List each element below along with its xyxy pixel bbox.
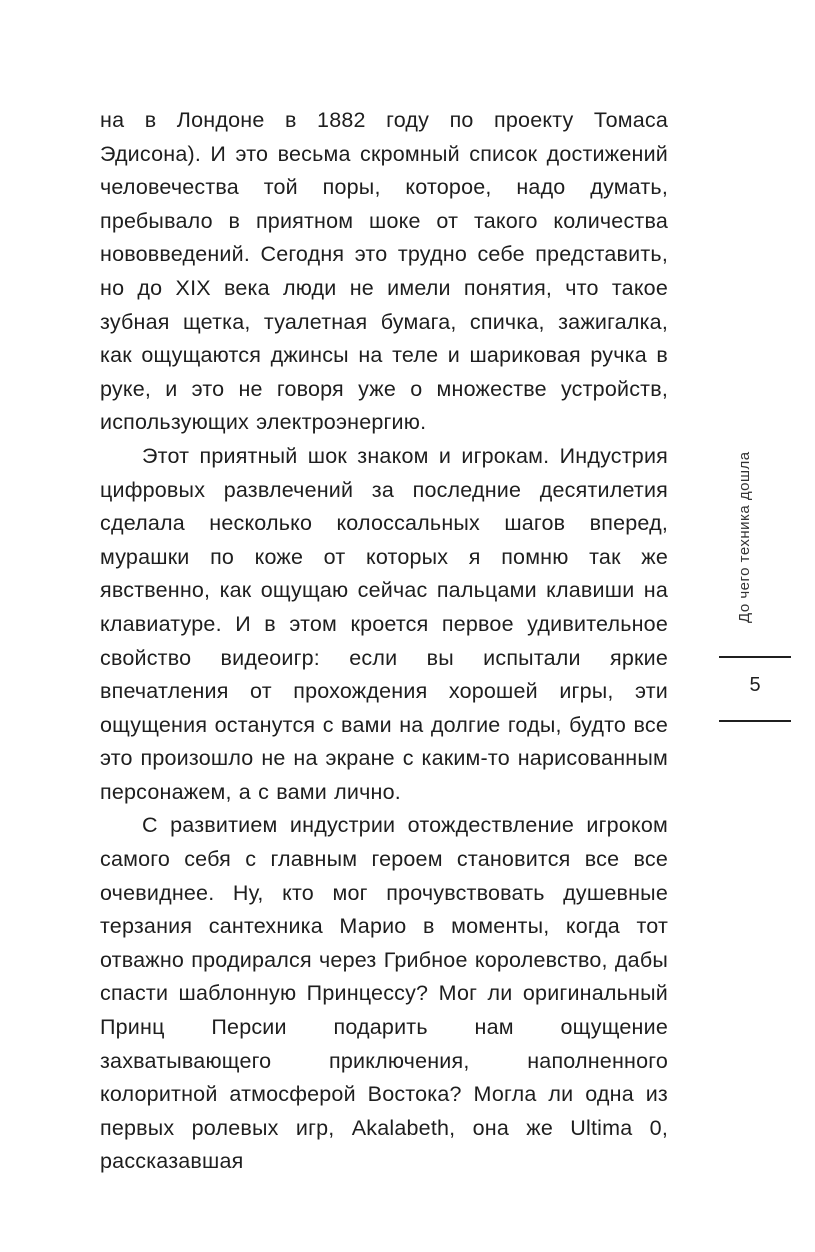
page-number-divider-top [719,656,791,658]
paragraph: на в Лондоне в 1882 году по проекту Томаса Эдисона). И это весьма скромный список достижений человечества той поры, которое, надо думать, пребывало в приятном шоке от такого количества нововведений. Сегодня это трудно себе представить, но до XIX века люди не имели понятия, что такое зубная щетка, туалетная бумага, спичка, зажигалка, как ощущаются джинсы на теле и шариковая ручка в руке, и это не говоря уже о множестве устройств, использующих электроэнергию. [100,108,668,435]
page-number: 5 [749,674,761,696]
page-number-divider-bottom [719,720,791,722]
paragraph: Этот приятный шок знаком и игрокам. Индустрия цифровых развлечений за последние десятилетия сделала несколько колоссальных шагов вперед, мурашки по коже от которых я помню так же явственно, как ощущаю сейчас пальцами клавиши на клавиатуре. И в этом кроется первое удивительное свойство видеоигр: если вы испытали яркие впечатления от прохождения хорошей игры, эти ощущения останутся с вами на долгие годы, будто все это произошло не на экране с каким-то нарисованным персонажем, а с вами лично. [100,443,668,804]
paragraph: С развитием индустрии отождествление игроком самого себя с главным героем становится все все очевиднее. Ну, кто мог прочувствовать душевные терзания сантехника Марио в моменты, когда тот отважно продирался через Грибное королевство, дабы спасти шаблонную Принцессу? Мог ли оригинальный Принц Персии подарить нам ощущение захватывающего приключения, наполненного колоритной атмосферой Востока? Могла ли одна из первых ролевых игр, Akalabeth, она же Ultima 0, рассказавшая [100,813,668,1174]
running-head: До чего техника дошла [736,451,753,623]
body-text [100,104,668,1179]
